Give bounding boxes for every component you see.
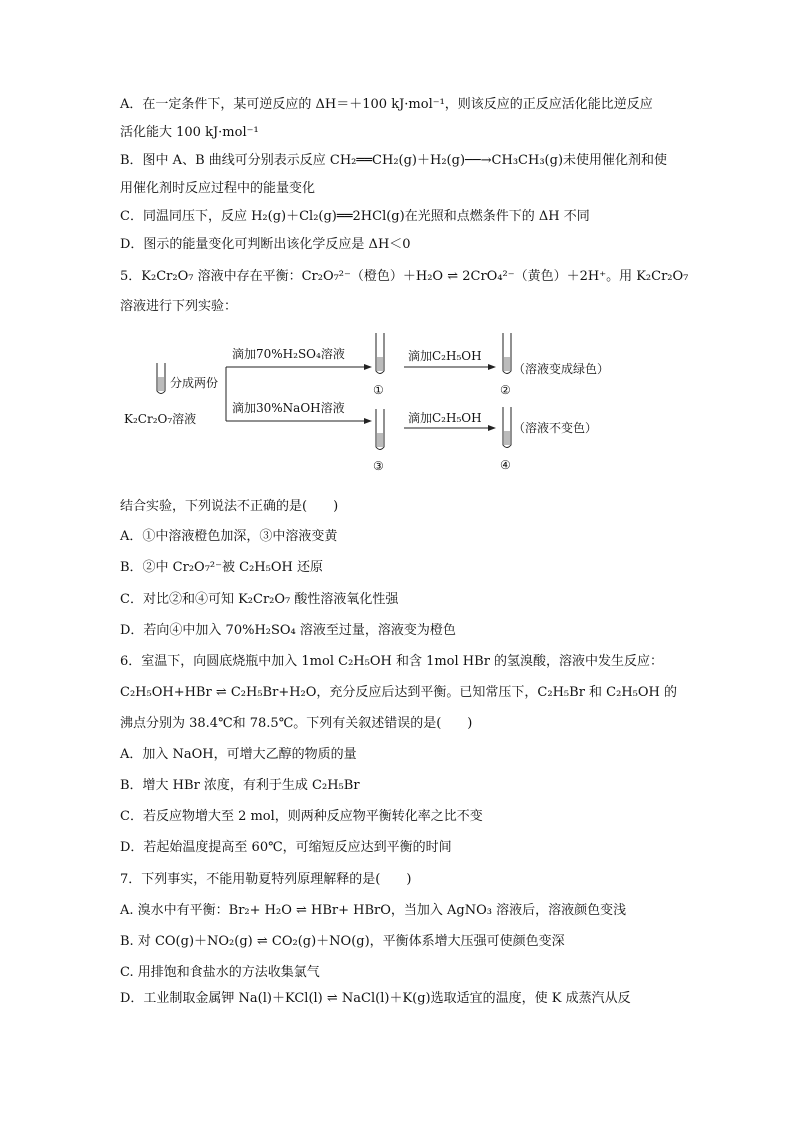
q5-option-c: C．对比②和④可知 K₂Cr₂O₇ 酸性溶液氧化性强: [120, 592, 399, 607]
tube-3-label: ③: [373, 459, 384, 473]
tube-4-label: ④: [500, 458, 511, 472]
bottom-result-label: （溶液不变色）: [513, 421, 598, 435]
top-result-label: （溶液变成绿色）: [513, 362, 610, 376]
top-ethanol-label: 滴加C₂H₅OH: [408, 349, 482, 363]
tube-1-label: ①: [373, 383, 384, 397]
q5-option-d: D．若向④中加入 70%H₂SO₄ 溶液至过量，溶液变为橙色: [120, 623, 456, 638]
split-label: 分成两份: [170, 376, 219, 390]
q6-option-b: B．增大 HBr 浓度，有利于生成 C₂H₅Br: [120, 778, 360, 793]
q5-stem-line1: 5．K₂Cr₂O₇ 溶液中存在平衡：Cr₂O₇²⁻（橙色）＋H₂O ⇌ 2CrO₄²⁻（黄色）＋2H⁺。用 K₂Cr₂O₇: [120, 269, 689, 284]
q7-stem: 7．下列事实，不能用勒夏特列原理解释的是( ): [120, 872, 412, 887]
experiment-diagram: [120, 325, 680, 485]
q5-question: 结合实验，下列说法不正确的是( ): [120, 499, 339, 514]
q6-option-d: D．若起始温度提高至 60℃，可缩短反应达到平衡的时间: [120, 840, 452, 855]
experiment-diagram-lines: [120, 325, 680, 485]
bottom-reagent-label: 滴加30%NaOH溶液: [232, 401, 345, 415]
q7-option-b: B. 对 CO(g)＋NO₂(g) ⇌ CO₂(g)＋NO(g)，平衡体系增大压强可使颜色变深: [120, 934, 565, 949]
source-label: K₂Cr₂O₇溶液: [124, 412, 197, 426]
q6-stem-line3: 沸点分别为 38.4℃和 78.5℃。下列有关叙述错误的是( ): [120, 716, 473, 731]
top-reagent-label: 滴加70%H₂SO₄溶液: [232, 347, 345, 361]
tube-2-label: ②: [500, 383, 511, 397]
q5-option-a: A．①中溶液橙色加深，③中溶液变黄: [120, 529, 338, 544]
q6-stem-line2: C₂H₅OH+HBr ⇌ C₂H₅Br+H₂O，充分反应后达到平衡。已知常压下，C₂H₅Br 和 C₂H₅OH 的: [120, 685, 678, 700]
q4-option-d: D．图示的能量变化可判断出该化学反应是 ΔH＜0: [120, 237, 411, 252]
q4-option-c: C．同温同压下，反应 H₂(g)＋Cl₂(g)══2HCl(g)在光照和点燃条件下的 ΔH 不同: [120, 209, 590, 224]
q5-option-b: B．②中 Cr₂O₇²⁻被 C₂H₅OH 还原: [120, 560, 323, 575]
q6-option-a: A．加入 NaOH，可增大乙醇的物质的量: [120, 747, 357, 762]
q4-option-a-line2: 活化能大 100 kJ·mol⁻¹: [120, 125, 259, 140]
q4-option-a-line1: A．在一定条件下，某可逆反应的 ΔH＝＋100 kJ·mol⁻¹，则该反应的正反应活化能比逆反应: [120, 97, 653, 112]
q7-option-c: C. 用排饱和食盐水的方法收集氯气: [120, 965, 320, 980]
q7-option-d: D．工业制取金属钾 Na(l)＋KCl(l) ⇌ NaCl(l)＋K(g)选取适宜的温度，使 K 成蒸汽从反: [120, 991, 631, 1006]
bottom-ethanol-label: 滴加C₂H₅OH: [408, 411, 482, 425]
q7-option-a: A. 溴水中有平衡：Br₂+ H₂O ⇌ HBr+ HBrO，当加入 AgNO₃ 溶液后，溶液颜色变浅: [120, 903, 627, 918]
q6-stem-line1: 6．室温下，向圆底烧瓶中加入 1mol C₂H₅OH 和含 1mol HBr 的氢溴酸，溶液中发生反应：: [120, 654, 664, 669]
q4-option-b-line2: 用催化剂时反应过程中的能量变化: [120, 181, 316, 196]
q5-stem-line2: 溶液进行下列实验：: [120, 299, 238, 314]
q4-option-b-line1: B．图中 A、B 曲线可分别表示反应 CH₂══CH₂(g)＋H₂(g)──→CH₃CH₃(g)未使用催化剂和使: [120, 153, 668, 168]
q6-option-c: C．若反应物增大至 2 mol，则两种反应物平衡转化率之比不变: [120, 809, 483, 824]
